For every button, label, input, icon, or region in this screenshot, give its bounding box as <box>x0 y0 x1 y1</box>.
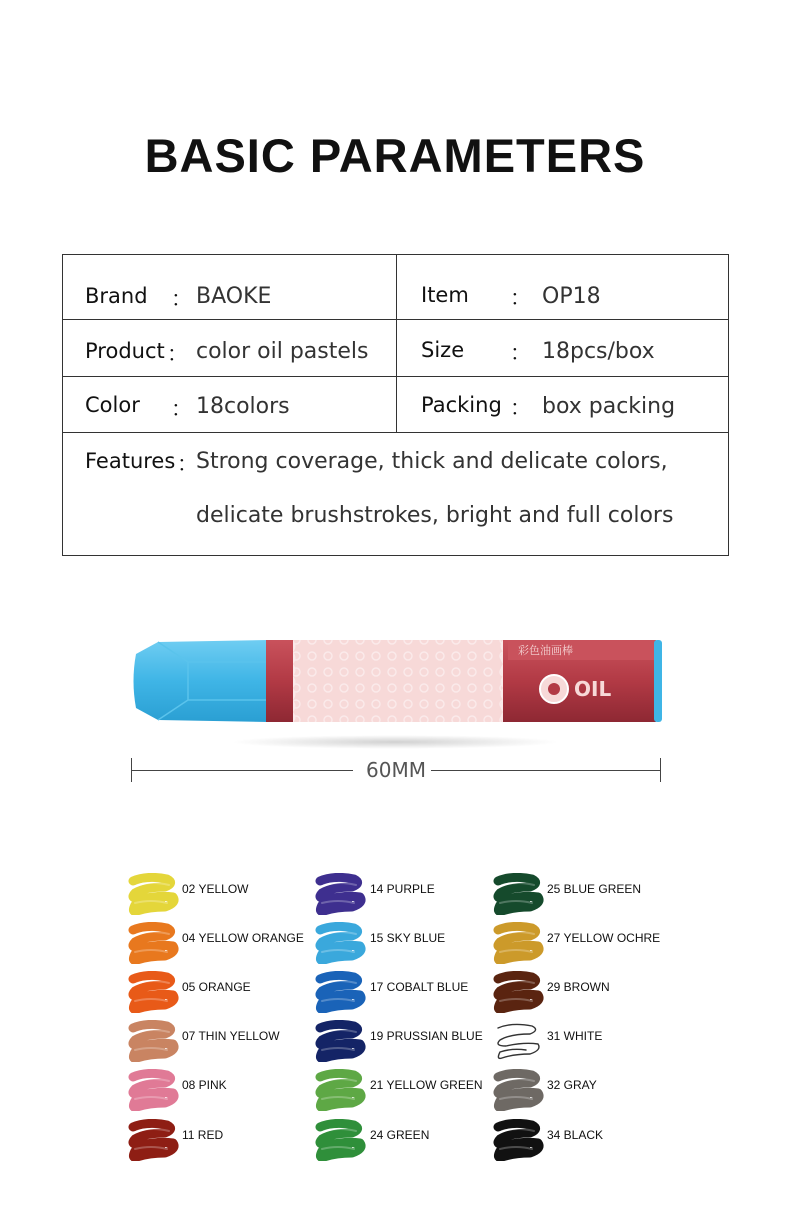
color-swatch <box>127 922 179 964</box>
color-label: 25 BLUE GREEN <box>547 882 642 896</box>
product-value: color oil pastels <box>196 339 369 364</box>
color-swatch <box>127 873 179 915</box>
features-label: Features <box>85 449 176 473</box>
color-swatch <box>492 922 544 964</box>
color-swatch <box>492 1020 544 1062</box>
crayon-tip <box>134 640 269 722</box>
color-label: 34 BLACK <box>547 1128 604 1142</box>
color-swatch <box>314 873 366 915</box>
color-swatch <box>127 1119 179 1161</box>
packing-value: box packing <box>542 394 676 419</box>
colon: ： <box>167 342 188 366</box>
size-label: Size <box>421 338 465 362</box>
crayon-end <box>654 640 662 722</box>
color-label: 02 YELLOW <box>182 882 249 896</box>
table-column-divider <box>396 255 397 433</box>
color-label: 07 THIN YELLOW <box>182 1029 280 1043</box>
color-swatch <box>314 922 366 964</box>
color-label: 27 YELLOW OCHRE <box>547 931 661 945</box>
crayon-shadow <box>230 735 560 749</box>
crayon-logo-text: OIL <box>574 677 612 701</box>
color-label: 04 YELLOW ORANGE <box>182 931 304 945</box>
dimension-indicator <box>131 758 661 784</box>
color-swatch <box>314 1069 366 1111</box>
color-label: 32 GRAY <box>547 1078 597 1092</box>
color-label: 08 PINK <box>182 1078 227 1092</box>
color-label: 05 ORANGE <box>182 980 251 994</box>
item-label: Item <box>421 283 469 307</box>
colon: ： <box>510 341 531 365</box>
color-label: 19 PRUSSIAN BLUE <box>370 1029 483 1043</box>
features-line-1: Strong coverage, thick and delicate colors, <box>196 449 668 474</box>
page-title: BASIC PARAMETERS <box>144 129 646 182</box>
wrapper-text: 彩色油画棒 <box>518 644 573 657</box>
size-value: 18pcs/box <box>542 339 655 364</box>
features-line-2: delicate brushstrokes, bright and full colors <box>196 503 674 528</box>
item-value: OP18 <box>542 284 601 309</box>
colon: ： <box>510 286 531 310</box>
crayon-illustration <box>128 632 668 728</box>
color-swatch <box>314 1020 366 1062</box>
brand-label: Brand <box>85 284 148 308</box>
dimension-label: 60MM <box>366 758 426 782</box>
color-label: 31 WHITE <box>547 1029 603 1043</box>
color-swatch <box>314 971 366 1013</box>
product-label: Product <box>85 339 165 363</box>
color-label: 14 PURPLE <box>370 882 435 896</box>
colon: ： <box>171 397 192 421</box>
colon: ： <box>177 452 198 476</box>
color-value: 18colors <box>196 394 290 419</box>
color-swatch <box>127 1069 179 1111</box>
color-swatch <box>492 1069 544 1111</box>
color-swatch <box>492 971 544 1013</box>
color-label: 17 COBALT BLUE <box>370 980 469 994</box>
color-label: 15 SKY BLUE <box>370 931 446 945</box>
colon: ： <box>510 396 531 420</box>
brand-value: BAOKE <box>196 284 272 309</box>
packing-label: Packing <box>421 393 502 417</box>
color-label: 11 RED <box>182 1128 224 1142</box>
color-label: 29 BROWN <box>547 980 610 994</box>
color-swatch <box>127 1020 179 1062</box>
color-swatch <box>127 971 179 1013</box>
colon: ： <box>171 287 192 311</box>
color-swatch <box>492 873 544 915</box>
color-swatch <box>492 1119 544 1161</box>
parameters-table <box>62 254 729 556</box>
color-label: Color <box>85 393 140 417</box>
color-swatch <box>314 1119 366 1161</box>
color-label: 21 YELLOW GREEN <box>370 1078 483 1092</box>
color-label: 24 GREEN <box>370 1128 430 1142</box>
